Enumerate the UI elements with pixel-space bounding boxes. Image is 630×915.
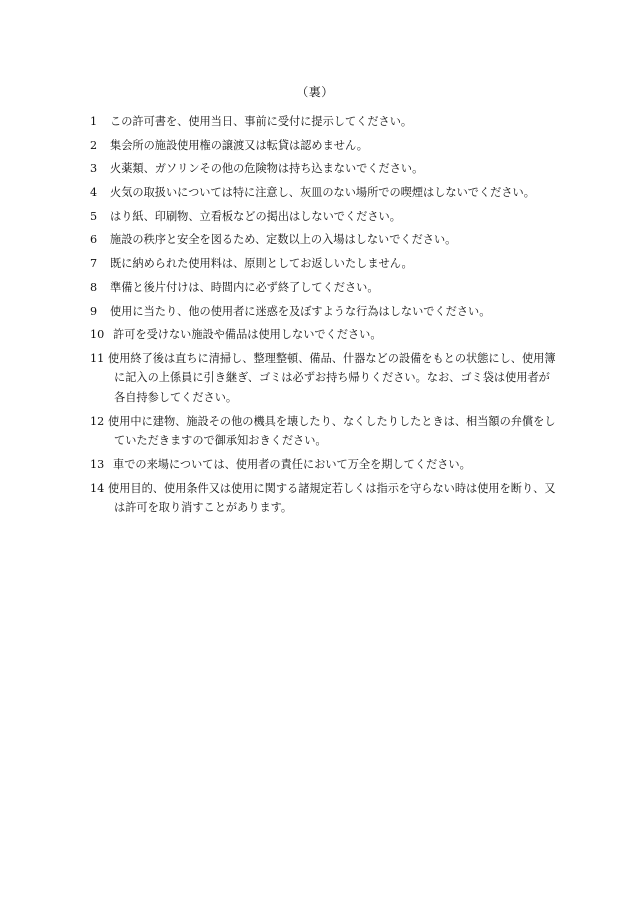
rule-number: 8 bbox=[90, 280, 98, 294]
rule-text: 火薬類、ガソリンその他の危険物は持ち込まないでください。 bbox=[110, 162, 424, 176]
rule-text: 使用中に建物、施設その他の機具を壊したり、なくしたりしたときは、相当額の弁償をしていただきますので御承知おきください。 bbox=[108, 414, 556, 448]
rule-text: 使用終了後は直ちに清掃し、整理整頓、備品、什器などの設備をもとの状態にし、使用簿に記入の上係員に引き継ぎ、ゴミは必ずお持ち帰りください。なお、ゴミ袋は使用者が各自持参してください。 bbox=[108, 351, 556, 405]
rule-text: 使用目的、使用条件又は使用に関する諸規定若しくは指示を守らない時は使用を断り、又は許可を取り消すことがあります。 bbox=[108, 481, 556, 515]
rule-number: 3 bbox=[90, 162, 98, 176]
rule-text: 集会所の施設使用権の譲渡又は転貸は認めません。 bbox=[110, 138, 368, 152]
rule-item-2 bbox=[90, 136, 560, 156]
rule-text: はり紙、印刷物、立看板などの掲出はしないでください。 bbox=[110, 209, 401, 223]
rule-text: 車での来場については、使用者の責任において万全を期してください。 bbox=[113, 458, 471, 472]
rules-list bbox=[90, 112, 560, 522]
rule-number: 6 bbox=[90, 233, 98, 247]
rule-number: 2 bbox=[90, 138, 98, 152]
rule-text: 既に納められた使用料は、原則としてお返しいたしません。 bbox=[110, 257, 413, 271]
rule-item-14 bbox=[90, 479, 560, 518]
rule-number: 14 bbox=[90, 481, 105, 495]
rule-item-7 bbox=[90, 254, 560, 274]
rule-number: 4 bbox=[90, 186, 98, 200]
rule-item-5 bbox=[90, 207, 560, 227]
rule-item-3 bbox=[90, 159, 560, 179]
rule-item-10 bbox=[90, 325, 560, 345]
rule-number: 11 bbox=[90, 351, 105, 365]
rule-item-6 bbox=[90, 230, 560, 250]
rule-number: 12 bbox=[90, 414, 105, 428]
rule-number: 5 bbox=[90, 209, 98, 223]
rule-item-1 bbox=[90, 112, 560, 132]
rule-number: 7 bbox=[90, 257, 98, 271]
page-title: （裏） bbox=[296, 85, 334, 99]
rule-number: 10 bbox=[90, 328, 105, 342]
rule-item-8 bbox=[90, 278, 560, 298]
rule-number: 9 bbox=[90, 304, 98, 318]
rule-item-4 bbox=[90, 183, 560, 203]
rule-text: 準備と後片付けは、時間内に必ず終了してください。 bbox=[110, 280, 379, 294]
rule-text: 火気の取扱いについては特に注意し、灰皿のない場所での喫煙はしないでください。 bbox=[110, 186, 535, 200]
rule-item-11 bbox=[90, 349, 560, 408]
rule-item-9 bbox=[90, 302, 560, 322]
rule-text: 使用に当たり、他の使用者に迷惑を及ぼすような行為はしないでください。 bbox=[110, 304, 491, 318]
rule-number: 1 bbox=[90, 115, 98, 128]
rule-text: 施設の秩序と安全を図るため、定数以上の入場はしないでください。 bbox=[110, 233, 457, 247]
rule-item-12 bbox=[90, 412, 560, 451]
rule-number: 13 bbox=[90, 458, 105, 472]
rule-item-13 bbox=[90, 455, 560, 475]
rule-text: 許可を受けない施設や備品は使用しないでください。 bbox=[113, 328, 382, 342]
rule-text: この許可書を、使用当日、事前に受付に提示してください。 bbox=[110, 115, 413, 128]
